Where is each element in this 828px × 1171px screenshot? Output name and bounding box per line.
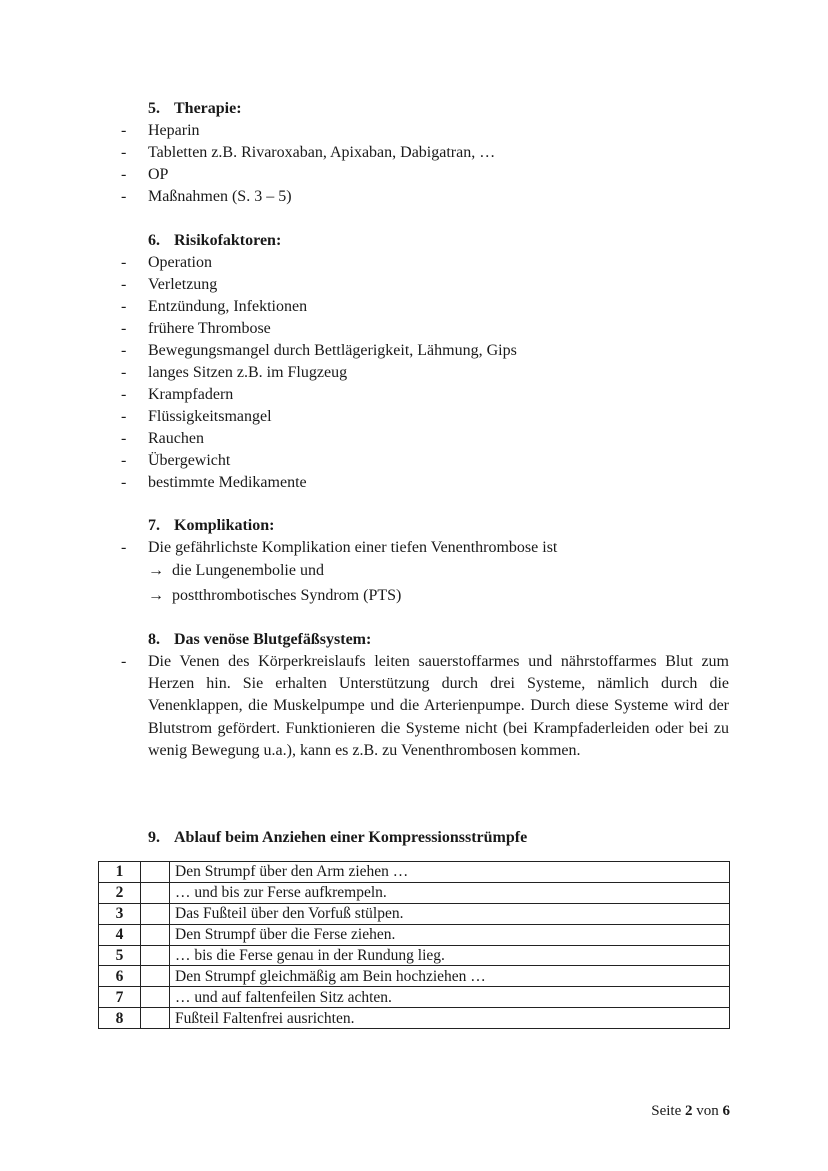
- list-item: - Entzündung, Infektionen: [121, 298, 308, 315]
- list-item: - OP: [121, 166, 169, 183]
- list-item: - bestimmte Medikamente: [121, 474, 307, 491]
- table-row: 5 … bis die Ferse genau in der Rundung lieg.: [99, 945, 730, 966]
- section-title: Das venöse Blutgefäßsystem:: [174, 631, 372, 648]
- blutgefaess-paragraph: Die Venen des Körperkreislaufs leiten sauerstoffarmes und nährstoffarmes Blut zum Herzen hin. Sie erhalten Unterstützung durch drei Systeme, nämlich durch die Venenklappen, die Muskelpumpe und die Arterienpumpe. Durch diese Systeme wird der Blutstrom gefördert. Funktionieren die Systeme nicht (bei Krampfaderleiden oder bei zu wenig Bewegung u.a.), kann es z.B. zu Venenthrombosen kommen.: [148, 653, 729, 759]
- section-ablauf-heading: [148, 827, 527, 849]
- table-row: 6 Den Strumpf gleichmäßig am Bein hochziehen …: [99, 966, 730, 987]
- section-blutgefaess-heading: [148, 629, 371, 651]
- komplikation-block: [0, 537, 828, 608]
- list-item: - Tabletten z.B. Rivaroxaban, Apixaban, Dabigatran, …: [121, 144, 496, 161]
- section-title: Therapie:: [174, 100, 242, 117]
- total-pages-number: 6: [722, 1103, 730, 1119]
- arrow-icon: →: [148, 586, 164, 604]
- list-item: - frühere Thrombose: [121, 320, 271, 337]
- list-item: - Krampfadern: [121, 386, 234, 403]
- section-title: Risikofaktoren:: [174, 232, 282, 249]
- list-item: - Verletzung: [121, 276, 218, 293]
- steps-table: [98, 861, 730, 1029]
- list-item: - langes Sitzen z.B. im Flugzeug: [121, 364, 348, 381]
- arrow-icon: →: [148, 562, 164, 579]
- list-item: - Flüssigkeitsmangel: [121, 408, 272, 425]
- therapie-list: [0, 120, 828, 208]
- table-row: 8 Fußteil Faltenfrei ausrichten.: [99, 1008, 730, 1029]
- footer-middle: von: [696, 1103, 719, 1119]
- section-therapie-heading: [148, 98, 242, 120]
- list-item: - Rauchen: [121, 430, 204, 447]
- risiko-list: [0, 252, 828, 494]
- list-item: - Maßnahmen (S. 3 – 5): [121, 188, 292, 205]
- footer-prefix: Seite: [651, 1103, 682, 1119]
- table-row: 2 … und bis zur Ferse aufkrempeln.: [99, 882, 730, 903]
- current-page-number: 2: [685, 1103, 693, 1119]
- section-title: Komplikation:: [174, 517, 275, 534]
- section-number: 5.: [148, 100, 160, 117]
- page-footer: [651, 1103, 730, 1120]
- section-komplikation-heading: [148, 515, 274, 537]
- list-item: - Übergewicht: [121, 452, 231, 469]
- table-row: 3 Das Fußteil über den Vorfuß stülpen.: [99, 903, 730, 924]
- section-title: Ablauf beim Anziehen einer Kompressionsstrümpfe: [174, 829, 528, 846]
- arrow-item: → postthrombotisches Syndrom (PTS): [0, 584, 828, 609]
- table-row: 4 Den Strumpf über die Ferse ziehen.: [99, 924, 730, 945]
- table-row: 7 … und auf faltenfeilen Sitz achten.: [99, 987, 730, 1008]
- section-number: 8.: [148, 631, 160, 648]
- section-risiko-heading: [148, 230, 281, 252]
- section-number: 6.: [148, 232, 160, 249]
- paragraph-marker: -: [121, 653, 127, 670]
- list-item: - Operation: [121, 254, 212, 271]
- section-number: 7.: [148, 517, 160, 534]
- list-item: - Bewegungsmangel durch Bettlägerigkeit, Lähmung, Gips: [121, 342, 517, 359]
- list-item: - Heparin: [121, 122, 200, 139]
- list-item: - Die gefährlichste Komplikation einer tiefen Venenthrombose ist: [121, 539, 558, 556]
- section-number: 9.: [148, 829, 160, 846]
- arrow-item: → die Lungenembolie und: [0, 559, 828, 584]
- table-row: 1 Den Strumpf über den Arm ziehen …: [99, 862, 730, 883]
